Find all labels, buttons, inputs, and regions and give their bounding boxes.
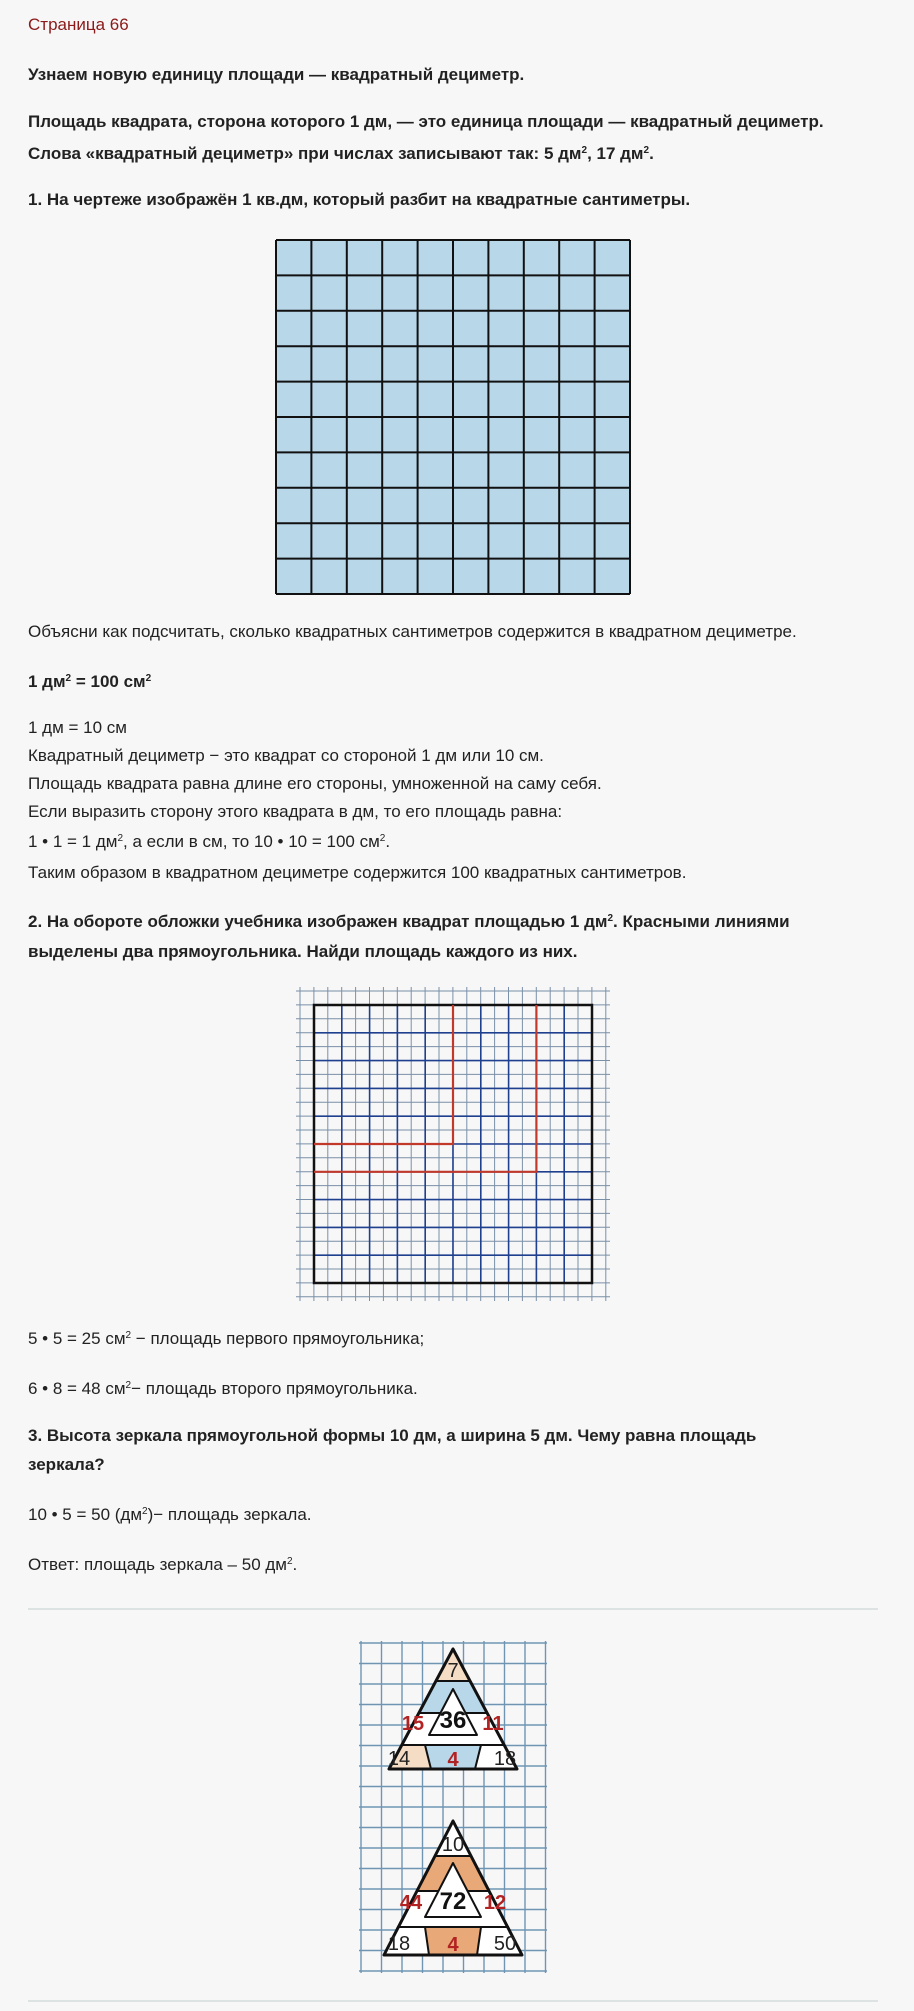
grid-cell: [347, 488, 382, 523]
triangle2-bottom-right: 50: [493, 1933, 517, 1955]
grid-cell: [418, 523, 453, 558]
triangle1-top: 7: [447, 1660, 459, 1682]
task1-line: Площадь квадрата равна длине его стороны, умноженной на саму себя.: [28, 774, 602, 793]
grid-cell: [453, 559, 488, 594]
grid-cell: [276, 346, 311, 381]
task1-conclusion: Таким образом в квадратном дециметре содержится 100 квадратных сантиметров.: [28, 863, 687, 882]
grid-cell: [488, 275, 523, 310]
grid-cell: [382, 240, 417, 275]
grid-cell: [276, 523, 311, 558]
grid-cell: [595, 452, 630, 487]
grid-cell: [453, 417, 488, 452]
grid-cell: [488, 346, 523, 381]
task3-heading-line2: зеркала?: [28, 1455, 105, 1474]
grid-cell: [347, 417, 382, 452]
intro-heading: Узнаем новую единицу площади — квадратный дециметр.: [28, 65, 525, 84]
grid-cell: [524, 311, 559, 346]
grid-cell: [347, 346, 382, 381]
page-title: Страница 66: [28, 15, 129, 34]
grid-cell: [347, 452, 382, 487]
task1-line: 1 дм = 10 см: [28, 718, 127, 737]
grid-cell: [488, 488, 523, 523]
grid-cell: [382, 488, 417, 523]
grid-cell: [276, 417, 311, 452]
grid-cell: [418, 240, 453, 275]
grid-cell: [453, 523, 488, 558]
grid-cell: [311, 523, 346, 558]
task2-answer2: 6 • 8 = 48 $см^2-$ площадь второго прямоугольника.: [28, 1379, 418, 1398]
grid-cell: [559, 417, 594, 452]
grid-cell: [311, 311, 346, 346]
grid-cell: [559, 452, 594, 487]
grid-cell: [453, 311, 488, 346]
task3-calculation: 10 • 5 = 50 $(дм^2)-$ площадь зеркала.: [28, 1505, 312, 1524]
grid-cell: [488, 311, 523, 346]
grid-cell: [524, 559, 559, 594]
grid-cell: [311, 559, 346, 594]
grid-cell: [559, 346, 594, 381]
triangle1-bottom: 4: [447, 1749, 459, 1771]
grid-cell: [453, 452, 488, 487]
grid-cell: [311, 275, 346, 310]
task2-answer1: 5 • 5 = 25 $см^2$ − площадь первого прямоугольника;: [28, 1329, 425, 1348]
grid-cell: [559, 240, 594, 275]
grid-cell: [276, 452, 311, 487]
grid-cell: [276, 382, 311, 417]
grid-cell: [453, 488, 488, 523]
grid-cell: [595, 488, 630, 523]
grid-cell: [418, 488, 453, 523]
task1-line: Квадратный дециметр − это квадрат со стороной 1 дм или 10 см.: [28, 746, 544, 765]
grid-cell: [524, 488, 559, 523]
grid-cell: [311, 240, 346, 275]
grid-cell: [418, 382, 453, 417]
grid-cell: [453, 275, 488, 310]
grid-cell: [276, 311, 311, 346]
grid-cell: [347, 382, 382, 417]
grid-cell: [453, 346, 488, 381]
grid-cell: [418, 275, 453, 310]
grid-cell: [276, 559, 311, 594]
grid-cell: [559, 275, 594, 310]
triangles-puzzle: [359, 1641, 547, 1973]
grid-cell: [311, 488, 346, 523]
grid-cell: [595, 417, 630, 452]
task1-heading: 1. На чертеже изображён 1 кв.дм, который разбит на квадратные сантиметры.: [28, 190, 691, 209]
task1-calculation: 1 • 1 = 1 $дм^2$, а если в см, то 10 • 10 = 100 $см^2$.: [28, 832, 391, 851]
grid-cell: [488, 559, 523, 594]
grid-cell: [418, 417, 453, 452]
grid-cell: [382, 523, 417, 558]
grid-cell: [311, 417, 346, 452]
grid-cell: [524, 417, 559, 452]
task2-heading-line2: выделены два прямоугольника. Найди площадь каждого из них.: [28, 942, 578, 961]
grid-cell: [559, 523, 594, 558]
grid-cell: [488, 240, 523, 275]
grid-cell: [488, 452, 523, 487]
triangle2-top: 10: [441, 1834, 465, 1856]
grid-cell: [488, 382, 523, 417]
grid-cell: [559, 488, 594, 523]
grid-cell: [347, 559, 382, 594]
grid-cell: [418, 346, 453, 381]
grid-cell: [347, 240, 382, 275]
grid-cell: [559, 382, 594, 417]
grid-cell: [595, 240, 630, 275]
divider: [28, 1608, 878, 1610]
square-decimeter-grid: [275, 239, 633, 597]
grid-cell: [276, 240, 311, 275]
triangle2-right: 12: [483, 1892, 507, 1914]
grid-cell: [418, 559, 453, 594]
grid-cell: [453, 382, 488, 417]
triangle2-bottom-left: 18: [387, 1933, 411, 1955]
grid-cell: [524, 382, 559, 417]
grid-cell: [382, 275, 417, 310]
grid-cell: [559, 311, 594, 346]
grid-cell: [418, 311, 453, 346]
task2-heading-line1: 2. На обороте обложки учебника изображен квадрат площадью 1 $дм^2$. Красными линиями: [28, 912, 790, 931]
triangle1-bottom-left: 14: [387, 1748, 411, 1770]
grid-cell: [382, 452, 417, 487]
grid-cell: [347, 311, 382, 346]
definition-line1: Площадь квадрата, сторона которого 1 дм, — это единица площади — квадратный дециметр.: [28, 112, 824, 131]
triangle2-left: 44: [399, 1892, 423, 1914]
grid-cell: [347, 275, 382, 310]
grid-cell: [418, 452, 453, 487]
grid-cell: [276, 275, 311, 310]
grid-cell: [311, 452, 346, 487]
grid-cell: [347, 523, 382, 558]
grid-cell: [382, 311, 417, 346]
grid-cell: [382, 346, 417, 381]
triangle2-bottom: 4: [447, 1934, 459, 1956]
definition-line2: Слова «квадратный дециметр» при числах записывают так: 5 $дм^2$, 17 $дм^2$.: [28, 144, 654, 163]
grid-cell: [524, 275, 559, 310]
grid-cell: [311, 346, 346, 381]
grid-cell: [559, 559, 594, 594]
grid-cell: [311, 382, 346, 417]
triangle1-bottom-right: 18: [493, 1748, 517, 1770]
task1-line: Если выразить сторону этого квадрата в дм, то его площадь равна:: [28, 802, 563, 821]
grid-cell: [488, 523, 523, 558]
grid-cell: [382, 559, 417, 594]
divider: [28, 2000, 878, 2002]
grid-cell: [595, 346, 630, 381]
triangle1-right: 11: [482, 1713, 504, 1735]
grid-cell: [524, 452, 559, 487]
task1-question: Объясни как подсчитать, сколько квадратных сантиметров содержится в квадратном дециметре.: [28, 622, 797, 641]
formula-dm2-cm2: 1 $дм^2 = 100$ $см^2$: [28, 672, 152, 691]
grid-cell: [488, 417, 523, 452]
grid-cell: [524, 240, 559, 275]
grid-cell: [524, 346, 559, 381]
grid-cell: [453, 240, 488, 275]
grid-cell: [595, 275, 630, 310]
triangle2-center: 72: [439, 1888, 467, 1915]
grid-cell: [382, 382, 417, 417]
triangle1-center: 36: [439, 1707, 467, 1734]
grid-cell: [276, 488, 311, 523]
grid-cell: [595, 559, 630, 594]
grid-cell: [595, 311, 630, 346]
task3-answer: Ответ: площадь зеркала – 50 $дм^2$.: [28, 1555, 298, 1574]
grid-cell: [595, 523, 630, 558]
grid-cell: [595, 382, 630, 417]
triangle1-left: 15: [401, 1713, 425, 1735]
task3-heading-line1: 3. Высота зеркала прямоугольной формы 10 дм, а ширина 5 дм. Чему равна площадь: [28, 1426, 757, 1445]
grid-cell: [524, 523, 559, 558]
grid-cell: [382, 417, 417, 452]
cover-square-grid: [296, 987, 610, 1301]
